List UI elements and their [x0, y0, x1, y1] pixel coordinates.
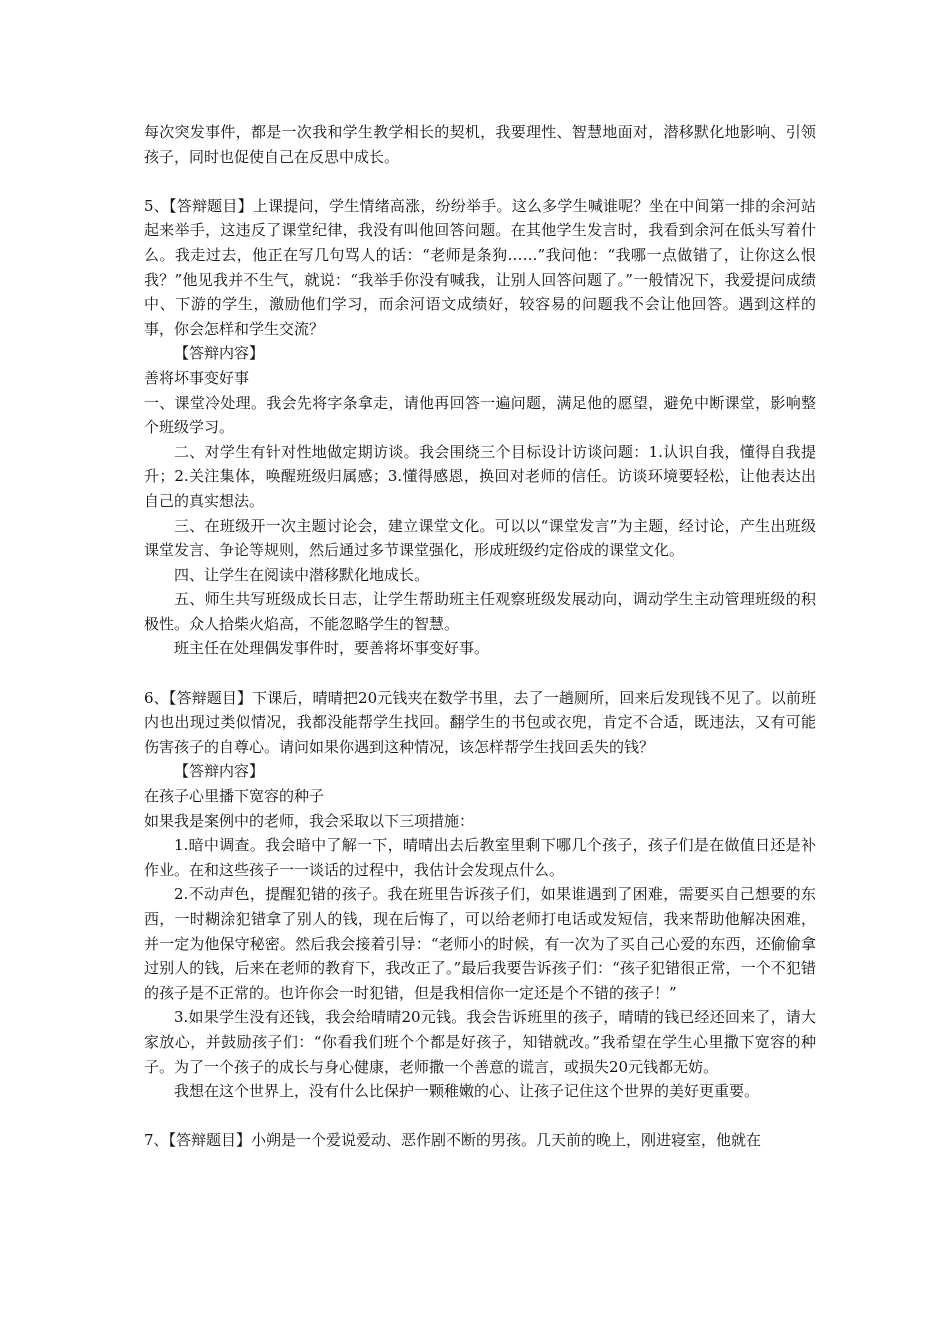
answer-5-point-3: 三、在班级开一次主题讨论会，建立课堂文化。可以以“课堂发言”为主题，经讨论，产生出班级课堂发言、争论等规则，然后通过多节课堂强化，形成班级约定俗成的课堂文化。	[144, 516, 816, 560]
answer-heading-5: 【答辩内容】	[174, 344, 265, 363]
answer-5-point-5: 五、师生共写班级成长日志，让学生帮助班主任观察班级发展动向，调动学生主动管理班级的积极性。众人拾柴火焰高，不能忽略学生的智慧。	[144, 590, 816, 633]
answer-6-intro: 如果我是案例中的老师，我会采取以下三项措施：	[144, 811, 475, 830]
section-spacer	[144, 1104, 816, 1129]
answer-6-measure-1: 1.暗中调查。我会暗中了解一下，晴晴出去后教室里剩下哪几个孩子，孩子们是在做值日还是补作业。在和这些孩子一一谈话的过程中，我估计会发现点什么。	[144, 836, 816, 879]
answer-6-measure-2: 2.不动声色，提醒犯错的孩子。我在班里告诉孩子们，如果谁遇到了困难，需要买自己想要的东西，一时糊涂犯错拿了别人的钱，现在后悔了，可以给老师打电话或发短信，我来帮助他解决困难，并一定为他保守秘密。然后我会接着引导：“老师小的时候，有一次为了买自己心爱的东西，还偷偷拿过别人的钱，后来在老师的教育下，我改正了。”最后我要告诉孩子们：“孩子犯错很正常，一个不犯错的孩子是不正常的。也许你会一时犯错，但是我相信你一定还是个不错的孩子！”	[144, 885, 816, 1002]
answer-title-5: 善将坏事变好事	[144, 368, 250, 387]
closing-paragraph-case-4: 每次突发事件，都是一次我和学生教学相长的契机，我要理性、智慧地面对，潜移默化地影响、引领孩子，同时也促使自己在反思中成长。	[144, 123, 816, 166]
answer-5-point-1: 一、课堂冷处理。我会先将字条拿走，请他再回答一遍问题，满足他的愿望，避免中断课堂，影响整个班级学习。	[144, 393, 816, 437]
answer-5-conclusion: 班主任在处理偶发事件时，要善将坏事变好事。	[174, 639, 490, 658]
answer-heading-6: 【答辩内容】	[174, 762, 265, 781]
answer-5-point-4: 四、让学生在阅读中潜移默化地成长。	[174, 565, 430, 584]
answer-title-6: 在孩子心里播下宽容的种子	[144, 787, 325, 806]
answer-5-point-2: 二、对学生有针对性地做定期访谈。我会围绕三个目标设计访谈问题：1.认识自我，懂得自我提升；2.关注集体，唤醒班级归属感；3.懂得感恩，换回对老师的信任。访谈环境要轻松，让他表达出自己的真实想法。	[144, 442, 816, 510]
question-6-paragraph: 6、【答辩题目】下课后，晴晴把20元钱夹在数学书里，去了一趟厕所，回来后发现钱不见了。以前班内也出现过类似情况，我都没能帮学生找回。翻学生的书包或衣兜，肯定不合适，既违法，又有可能伤害孩子的自尊心。请问如果你遇到这种情况，该怎样帮学生找回丢失的钱？	[144, 688, 816, 756]
section-spacer	[144, 169, 816, 194]
answer-6-conclusion: 我想在这个世界上，没有什么比保护一颗稚嫩的心、让孩子记住这个世界的美好更重要。	[174, 1082, 760, 1101]
answer-6-measure-3: 3.如果学生没有还钱，我会给晴晴20元钱。我会告诉班里的孩子，晴晴的钱已经还回来了，请大家放心，并鼓励孩子们：“你看我们班个个都是好孩子，知错就改。”我希望在学生心里撒下宽容的种子。为了一个孩子的成长与身心健康，老师撒一个善意的谎言，或损失20元钱都无妨。	[144, 1008, 816, 1076]
section-spacer	[144, 661, 816, 686]
question-7-paragraph: 7、【答辩题目】小朔是一个爱说爱动、恶作剧不断的男孩。几天前的晚上，刚进寝室，他就在	[144, 1131, 762, 1150]
document-body	[144, 120, 816, 1153]
question-5-paragraph: 5、【答辩题目】上课提问，学生情绪高涨，纷纷举手。这么多学生喊谁呢？坐在中间第一排的余河站起来举手，这违反了课堂纪律，我没有叫他回答问题。在其他学生发言时，我看到余河在低头写着什么。我走过去，他正在写几句骂人的话：“老师是条狗……”我问他：“我哪一点做错了，让你这么恨我？”他见我并不生气，就说：“我举手你没有喊我，让别人回答问题了。”一般情况下，我爱提问成绩中、下游的学生，激励他们学习，而余河语文成绩好，较容易的问题我不会让他回答。遇到这样的事，你会怎样和学生交流？	[144, 196, 816, 338]
